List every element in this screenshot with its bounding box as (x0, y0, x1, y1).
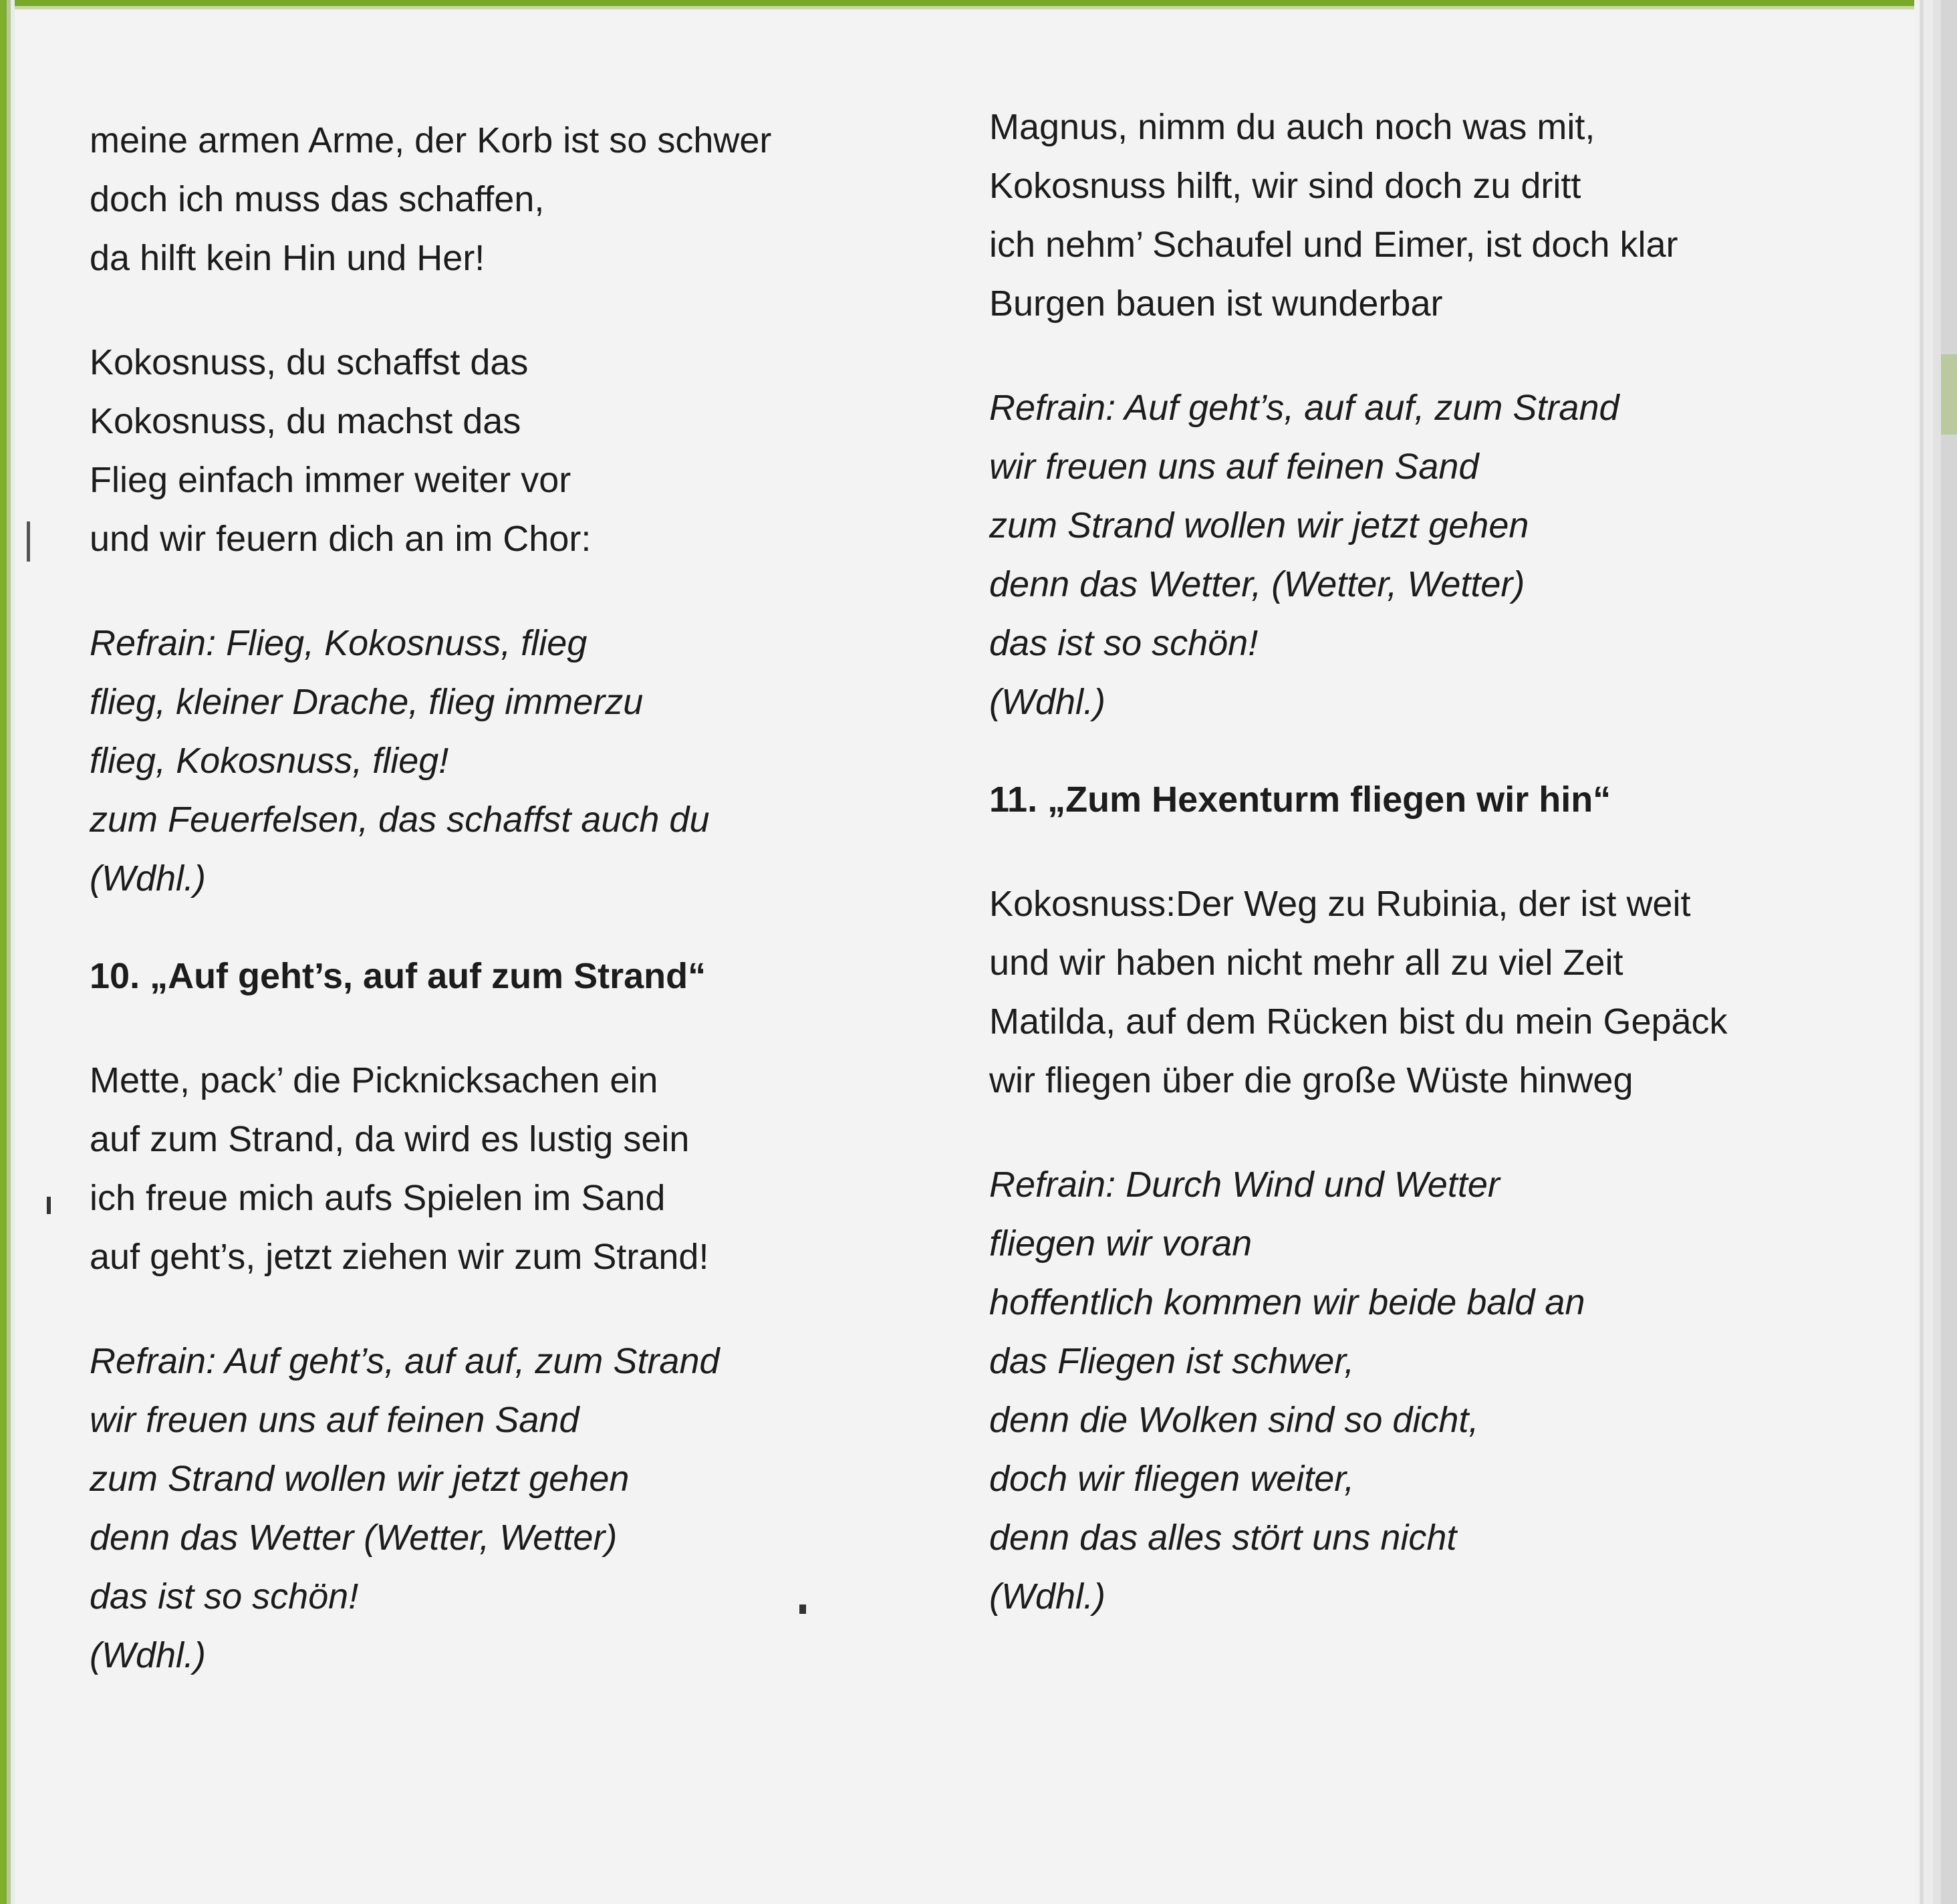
refrain-line: denn die Wolken sind so dicht, (989, 1400, 1479, 1440)
right-refrain-1 (989, 378, 1885, 731)
right-edge-green-mark (1941, 354, 1957, 435)
refrain-line: Refrain: Auf geht’s, auf auf, zum Strand (90, 1341, 720, 1381)
refrain-line: (Wdhl.) (989, 1576, 1105, 1617)
song-10-title: 10. „Auf geht’s, auf auf zum Strand“ (90, 956, 706, 996)
scan-speck (47, 1197, 51, 1214)
refrain-line: wir freuen uns auf feinen Sand (90, 1400, 579, 1440)
lyric-line: Magnus, nimm du auch noch was mit, (989, 107, 1595, 147)
refrain-line: flieg, Kokosnuss, flieg! (90, 741, 449, 781)
refrain-line: zum Feuerfelsen, das schaffst auch du (90, 800, 710, 840)
refrain-line: (Wdhl.) (90, 858, 206, 899)
lyric-line: Flieg einfach immer weiter vor (90, 460, 571, 500)
lyric-line: und wir haben nicht mehr all zu viel Zeit (989, 943, 1623, 983)
refrain-line: (Wdhl.) (90, 1635, 206, 1675)
refrain-line: das ist so schön! (90, 1576, 359, 1617)
lyric-line: Kokosnuss hilft, wir sind doch zu dritt (989, 166, 1581, 206)
lyric-line: und wir feuern dich an im Chor: (90, 519, 592, 559)
lyric-line: Kokosnuss:Der Weg zu Rubinia, der ist weit (989, 884, 1691, 924)
lyric-line: ich freue mich aufs Spielen im Sand (90, 1178, 666, 1218)
lyric-line: auf geht’s, jetzt ziehen wir zum Strand! (90, 1237, 709, 1277)
lyric-line: ich nehm’ Schaufel und Eimer, ist doch klar (989, 225, 1678, 265)
left-refrain-1 (90, 614, 932, 908)
left-verse-2 (90, 333, 932, 568)
lyric-line: Matilda, auf dem Rücken bist du mein Gepäck (989, 1001, 1728, 1042)
song-11-title: 11. „Zum Hexenturm fliegen wir hin“ (989, 780, 1611, 820)
refrain-line: fliegen wir voran (989, 1223, 1253, 1264)
lyric-line: Kokosnuss, du machst das (90, 401, 521, 441)
refrain-line: Refrain: Durch Wind und Wetter (989, 1165, 1500, 1205)
refrain-line: Refrain: Flieg, Kokosnuss, flieg (90, 623, 588, 663)
lyric-line: Burgen bauen ist wunderbar (989, 283, 1443, 324)
right-column (989, 98, 1885, 1626)
lyric-line: auf zum Strand, da wird es lustig sein (90, 1119, 690, 1159)
left-green-spine (0, 0, 15, 1904)
top-green-band (0, 0, 1957, 13)
refrain-line: Refrain: Auf geht’s, auf auf, zum Strand (989, 388, 1619, 428)
refrain-line: (Wdhl.) (989, 682, 1105, 722)
refrain-line: zum Strand wollen wir jetzt gehen (989, 505, 1529, 546)
lyric-line: Kokosnuss, du schaffst das (90, 342, 529, 382)
refrain-line: denn das Wetter (Wetter, Wetter) (90, 1518, 618, 1558)
lyric-line: da hilft kein Hin und Her! (90, 238, 485, 278)
refrain-line: doch wir fliegen weiter, (989, 1459, 1355, 1499)
scan-speck (799, 1604, 806, 1614)
left-verse-3 (90, 1051, 932, 1286)
right-verse-1 (989, 98, 1885, 333)
lyric-line: wir fliegen über die große Wüste hinweg (989, 1060, 1634, 1100)
refrain-line: hoffentlich kommen wir beide bald an (989, 1282, 1585, 1322)
refrain-line: flieg, kleiner Drache, flieg immerzu (90, 682, 644, 722)
right-page-edge (1914, 0, 1957, 1904)
refrain-line: denn das Wetter, (Wetter, Wetter) (989, 564, 1525, 604)
refrain-line: das ist so schön! (989, 623, 1259, 663)
left-refrain-2 (90, 1332, 932, 1685)
lyric-line: meine armen Arme, der Korb ist so schwer (90, 120, 772, 160)
left-column (90, 111, 932, 1685)
scan-speck (27, 521, 30, 562)
lyric-line: Mette, pack’ die Picknicksachen ein (90, 1060, 658, 1100)
right-refrain-2 (989, 1155, 1885, 1626)
refrain-line: zum Strand wollen wir jetzt gehen (90, 1459, 630, 1499)
lyric-line: doch ich muss das schaffen, (90, 179, 545, 219)
refrain-line: wir freuen uns auf feinen Sand (989, 447, 1479, 487)
refrain-line: das Fliegen ist schwer, (989, 1341, 1355, 1381)
left-verse-1 (90, 111, 932, 287)
refrain-line: denn das alles stört uns nicht (989, 1518, 1457, 1558)
right-verse-2 (989, 874, 1885, 1110)
